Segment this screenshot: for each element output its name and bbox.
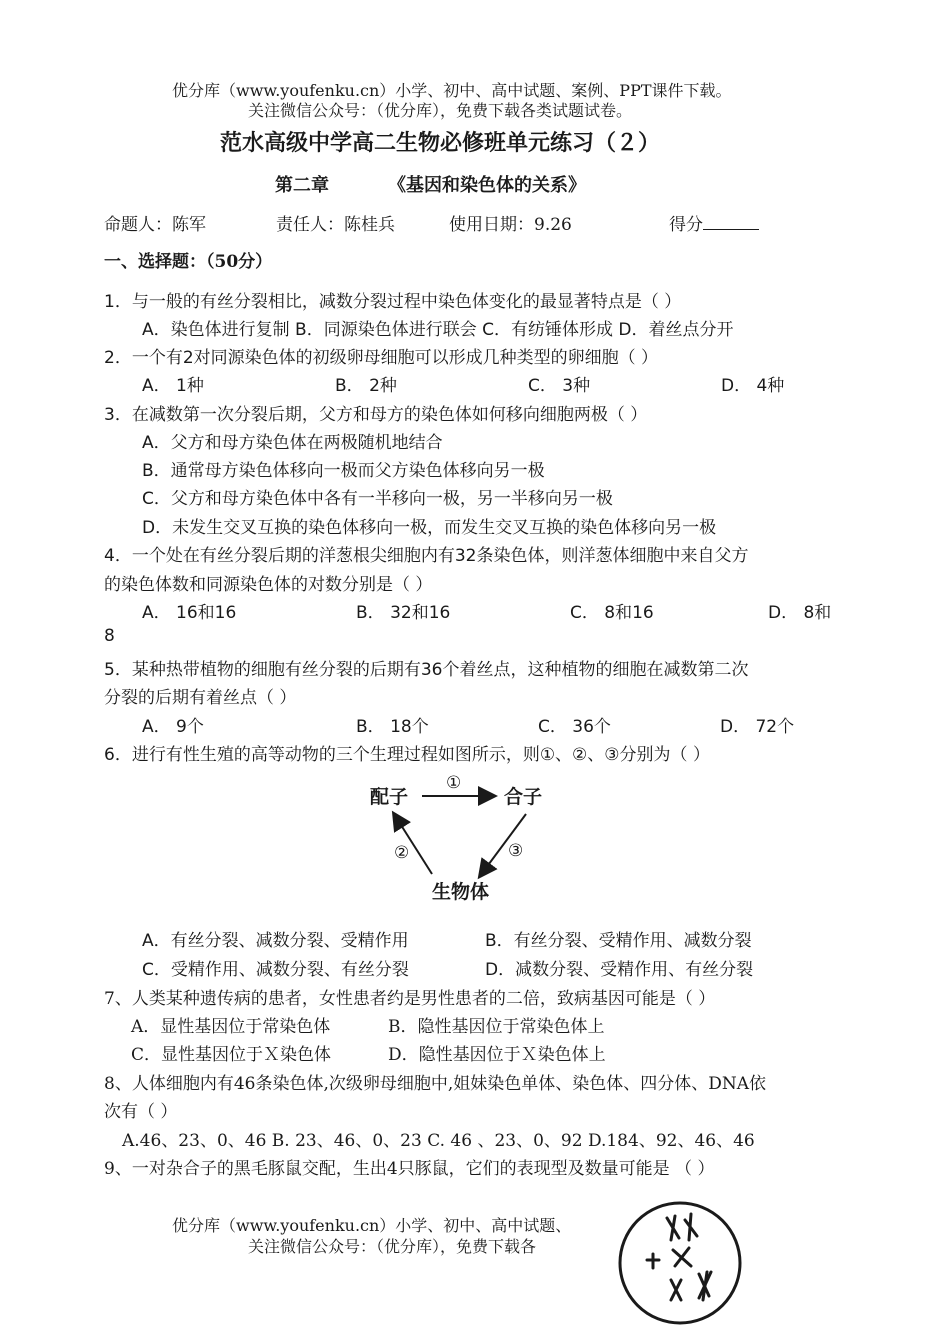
question-6-option-a: A．有丝分裂、减数分裂、受精作用 [142,931,409,951]
header-line-1: 优分库（www.youfenku.cn）小学、初中、高中试题、案例、PPT课件下载。 [172,81,732,100]
question-3-option-d: D．未发生交叉互换的染色体移向一极，而发生交叉互换的染色体移向另一极 [142,518,717,538]
arrow-2-label: ② [394,843,410,863]
question-3-option-c: C．父方和母方染色体中各有一半移向一极，另一半移向另一极 [142,489,613,509]
life-cycle-diagram [360,770,560,910]
meta-author: 命题人：陈军 [104,215,206,235]
meta-score [669,210,759,235]
question-7-option-c: C．显性基因位于Ｘ染色体 [131,1045,332,1065]
arrow-1-label: ① [446,773,462,793]
cell-division-figure [615,1196,745,1330]
question-4-option-c: C． 8和16 [570,603,654,623]
question-7-option-d: D．隐性基因位于Ｘ染色体上 [388,1045,606,1065]
question-6-option-d: D．减数分裂、受精作用、有丝分裂 [485,960,754,980]
section-title: 一、选择题：（50分） [104,252,273,272]
question-5-option-c: C． 36个 [538,717,611,737]
question-2-stem: 2．一个有2对同源染色体的初级卵母细胞可以形成几种类型的卵细胞（ ） [104,348,659,368]
question-7-option-a: A．显性基因位于常染色体 [131,1017,331,1037]
diagram-zygote-label: 合子 [504,786,543,808]
question-7-option-b: B．隐性基因位于常染色体上 [388,1017,605,1037]
question-6-option-b: B．有丝分裂、受精作用、减数分裂 [485,931,752,951]
cell-membrane-circle [620,1203,740,1323]
diagram-gamete-label: 配子 [370,786,409,808]
question-5-option-b: B． 18个 [356,717,429,737]
arrow-3-label: ③ [508,841,524,861]
question-8-options: A.46、23、0、46 B. 23、46、0、23 C. 46 、23、0、92 D.184、92、46、46 [122,1131,755,1151]
chromosome-bottom-left [671,1280,681,1300]
question-2-option-a: A． 1种 [142,376,204,396]
header-line-2: 关注微信公众号：（优分库），免费下载各类试题试卷。 [248,101,633,120]
chapter-name: 《基因和染色体的关系》 [388,175,586,196]
question-3-stem: 3．在减数第一次分裂后期，父方和母方的染色体如何移向细胞两极（ ） [104,405,648,425]
chromosome-center [673,1248,691,1266]
question-2-option-c: C． 3种 [528,376,591,396]
question-4-option-d: D． 8和 [768,603,832,623]
question-4-stem-1: 4．一个处在有丝分裂后期的洋葱根尖细胞内有32条染色体，则洋葱体细胞中来自父方 [104,546,749,566]
question-2-option-b: B． 2种 [335,376,397,396]
meta-score-label: 得分 [669,215,703,235]
question-9-stem: 9、一对杂合子的黑毛豚鼠交配，生出4只豚鼠，它们的表现型及数量可能是 （ ） [104,1159,715,1179]
chapter-number: 第二章 [275,175,329,196]
meta-responsible: 责任人：陈桂兵 [276,215,395,235]
diagram-organism-label: 生物体 [432,881,490,903]
question-1-stem: 1．与一般的有丝分裂相比，减数分裂过程中染色体变化的最显著特点是（ ） [104,292,682,312]
question-4-option-d-tail: 8 [104,626,115,646]
question-5-stem-2: 分裂的后期有着丝点（ ） [104,688,297,708]
footer-line-1: 优分库（www.youfenku.cn）小学、初中、高中试题、 [172,1216,572,1235]
question-3-option-b: B．通常母方染色体移向一极而父方染色体移向另一极 [142,461,545,481]
score-blank [703,213,759,230]
question-5-option-a: A． 9个 [142,717,204,737]
meta-date: 使用日期：9.26 [449,215,572,235]
question-7-stem: 7、人类某种遗传病的患者，女性患者约是男性患者的二倍，致病基因可能是（ ） [104,989,716,1009]
question-4-option-b: B． 32和16 [356,603,451,623]
footer-line-2: 关注微信公众号：（优分库），免费下载各 [248,1237,537,1256]
question-4-stem-2: 的染色体数和同源染色体的对数分别是（ ） [104,575,433,595]
question-2-option-d: D． 4种 [721,376,785,396]
page-title: 范水高级中学高二生物必修班单元练习（２） [220,130,661,156]
question-3-option-a: A．父方和母方染色体在两极随机地结合 [142,433,443,453]
question-6-stem: 6．进行有性生殖的高等动物的三个生理过程如图所示，则①、②、③分别为（ ） [104,745,710,765]
question-6-option-c: C．受精作用、减数分裂、有丝分裂 [142,960,409,980]
chromosome-bottom-right [699,1272,711,1300]
chromosome-left [647,1254,659,1268]
question-8-stem-2: 次有（ ） [104,1102,178,1122]
question-5-stem-1: 5．某种热带植物的细胞有丝分裂的后期有36个着丝点，这种植物的细胞在减数第二次 [104,660,749,680]
question-8-stem-1: 8、人体细胞内有46条染色体,次级卵母细胞中,姐妹染色单体、染色体、四分体、DNA依 [104,1074,767,1094]
question-1-options: A．染色体进行复制 B．同源染色体进行联会 C．有纺锤体形成 D．着丝点分开 [142,320,734,340]
chromosome-top [667,1214,697,1240]
question-4-option-a: A． 16和16 [142,603,237,623]
question-5-option-d: D． 72个 [720,717,795,737]
